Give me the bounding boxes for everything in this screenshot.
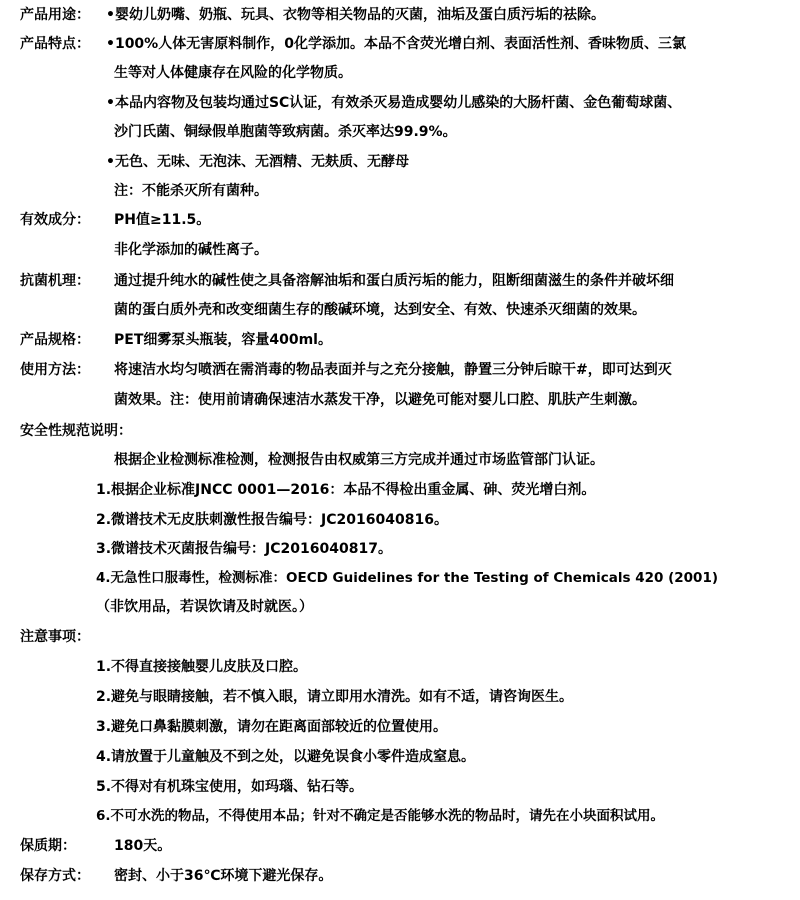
storage-text: 密封、小于36℃环境下避光保存。 bbox=[114, 868, 333, 884]
usage-label: 产品用途： bbox=[20, 7, 90, 23]
features-note: 注：不能杀灭所有菌种。 bbox=[114, 183, 268, 199]
mechanism-line2: 菌的蛋白质外壳和改变细菌生存的酸碱环境，达到安全、有效、快速杀灭细菌的效果。 bbox=[114, 302, 646, 318]
spec-text: PET细雾泵头瓶装，容量400ml。 bbox=[114, 332, 332, 348]
directions-line2: 菌效果。注：使用前请确保速洁水蒸发干净，以避免可能对婴儿口腔、肌肤产生刺激。 bbox=[114, 392, 646, 408]
features-item2-line1: •本品内容物及包装均通过SC认证，有效杀灭易造成婴幼儿感染的大肠杆菌、金色葡萄球菌、 bbox=[106, 95, 682, 111]
precaution-item: 5.不得对有机珠宝使用，如玛瑙、钻石等。 bbox=[96, 779, 364, 795]
mechanism-line1: 通过提升纯水的碱性使之具备溶解油垢和蛋白质污垢的能力，阻断细菌滋生的条件并破坏细 bbox=[114, 273, 674, 289]
storage-label: 保存方式： bbox=[20, 868, 90, 884]
ingredients-label: 有效成分： bbox=[20, 212, 90, 228]
safety-intro: 根据企业检测标准检测，检测报告由权威第三方完成并通过市场监管部门认证。 bbox=[114, 452, 604, 468]
features-item1-line2: 生等对人体健康存在风险的化学物质。 bbox=[114, 65, 352, 81]
safety-item: 1.根据企业标准JNCC 0001—2016：本品不得检出重金属、砷、荧光增白剂。 bbox=[96, 482, 596, 498]
features-label: 产品特点： bbox=[20, 36, 90, 52]
ingredients-line2: 非化学添加的碱性离子。 bbox=[114, 242, 268, 258]
shelf-life-text: 180天。 bbox=[114, 838, 172, 854]
precaution-item: 4.请放置于儿童触及不到之处，以避免误食小零件造成窒息。 bbox=[96, 749, 476, 765]
features-item1-line1: •100%人体无害原料制作，0化学添加。本品不含荧光增白剂、表面活性剂、香味物质、三氯 bbox=[106, 36, 686, 52]
safety-heading: 安全性规范说明： bbox=[20, 423, 132, 439]
safety-item: 2.微谱技术无皮肤刺激性报告编号：JC2016040816。 bbox=[96, 512, 448, 528]
features-item3: •无色、无味、无泡沫、无酒精、无麸质、无酵母 bbox=[106, 154, 409, 170]
directions-label: 使用方法： bbox=[20, 362, 90, 378]
precaution-item: 2.避免与眼睛接触，若不慎入眼，请立即用水清洗。如有不适，请咨询医生。 bbox=[96, 689, 574, 705]
ingredients-line1: PH值≥11.5。 bbox=[114, 212, 211, 228]
safety-item4-note: （非饮用品，若误饮请及时就医。） bbox=[96, 599, 313, 615]
spec-label: 产品规格： bbox=[20, 332, 90, 348]
shelf-life-label: 保质期： bbox=[20, 838, 76, 854]
features-item2-line2: 沙门氏菌、铜绿假单胞菌等致病菌。杀灭率达99.9%。 bbox=[114, 124, 457, 140]
precaution-item: 1.不得直接接触婴儿皮肤及口腔。 bbox=[96, 659, 308, 675]
usage-text: •婴幼儿奶嘴、奶瓶、玩具、衣物等相关物品的灭菌，油垢及蛋白质污垢的祛除。 bbox=[106, 7, 605, 23]
precaution-item: 6.不可水洗的物品，不得使用本品；针对不确定是否能够水洗的物品时，请先在小块面积试用。 bbox=[96, 808, 665, 824]
precaution-item: 3.避免口鼻黏膜刺激，请勿在距离面部较近的位置使用。 bbox=[96, 719, 448, 735]
safety-item: 4.无急性口服毒性，检测标准：OECD Guidelines for the Testing of Chemicals 420 (2001) bbox=[96, 570, 719, 586]
mechanism-label: 抗菌机理： bbox=[20, 273, 90, 289]
directions-line1: 将速洁水均匀喷洒在需消毒的物品表面并与之充分接触，静置三分钟后晾干#，即可达到灭 bbox=[114, 362, 672, 378]
safety-item: 3.微谱技术灭菌报告编号：JC2016040817。 bbox=[96, 541, 392, 557]
precautions-heading: 注意事项： bbox=[20, 629, 90, 645]
